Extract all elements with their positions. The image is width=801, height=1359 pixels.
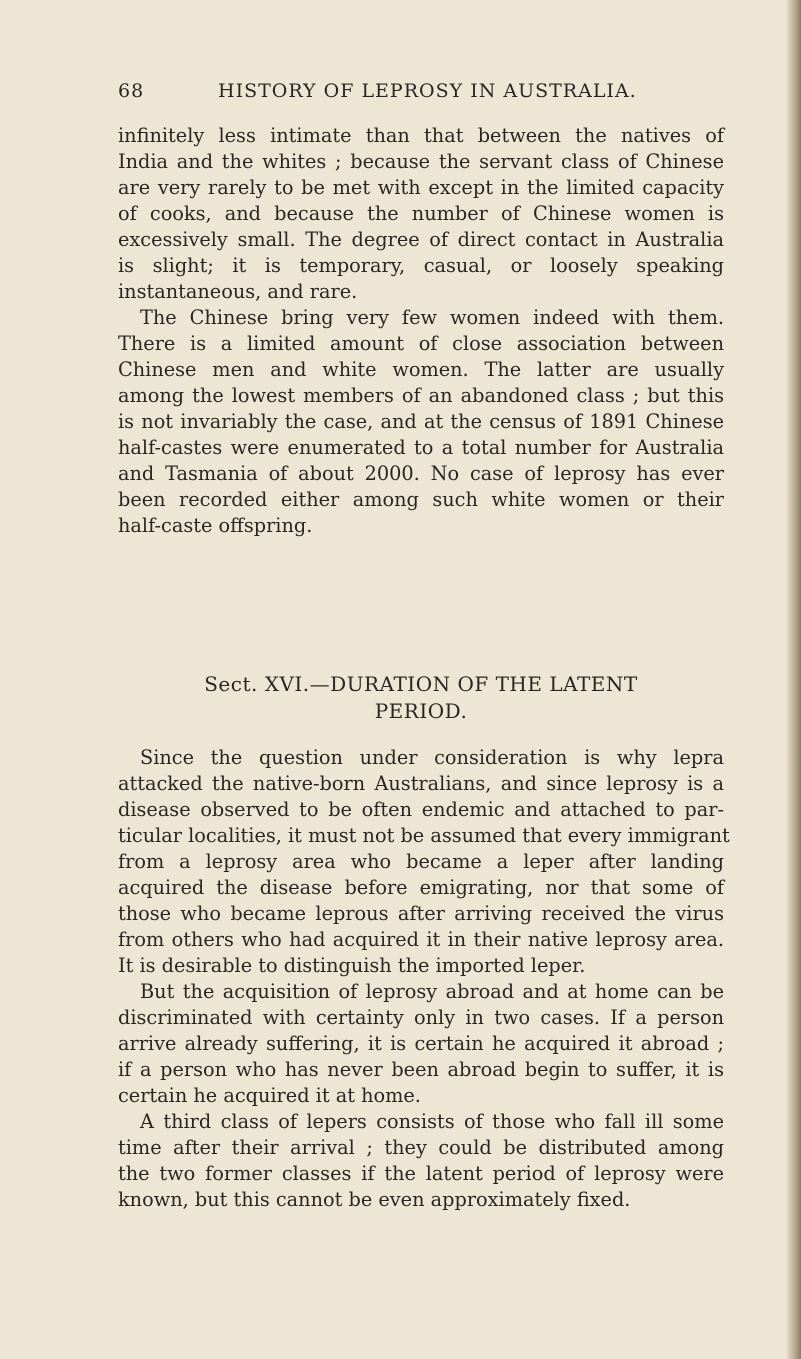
text-line: attacked the native-born Australians, and since leprosy is a: [118, 772, 724, 795]
text-line: ticular localities, it must not be assumed that every immigrant: [118, 824, 730, 847]
text-line: excessively small. The degree of direct contact in Australia: [118, 228, 724, 251]
text-line: time after their arrival ; they could be distributed among: [118, 1136, 724, 1159]
text-line: the two former classes if the latent period of leprosy were: [118, 1162, 724, 1185]
text-line: Chinese men and white women. The latter are usually: [118, 358, 724, 381]
text-line: is not invariably the case, and at the census of 1891 Chinese: [118, 410, 724, 433]
text-line: The Chinese bring very few women indeed with them.: [140, 306, 724, 329]
text-line: been recorded either among such white women or their: [118, 488, 724, 511]
text-line: discriminated with certainty only in two cases. If a person: [118, 1006, 724, 1029]
text-line: and Tasmania of about 2000. No case of leprosy has ever: [118, 462, 724, 485]
text-line: from a leprosy area who became a leper after landing: [118, 850, 724, 873]
text-line: A third class of lepers consists of those who fall ill some: [140, 1110, 724, 1133]
text-line: those who became leprous after arriving received the virus: [118, 902, 724, 925]
text-line: known, but this cannot be even approximately fixed.: [118, 1188, 631, 1211]
section-heading-line: PERIOD.: [374, 699, 468, 723]
text-line: certain he acquired it at home.: [118, 1084, 421, 1107]
text-line: disease observed to be often endemic and attached to par-: [118, 798, 724, 821]
text-line: But the acquisition of leprosy abroad and at home can be: [140, 980, 724, 1003]
text-line: if a person who has never been abroad begin to suffer, it is: [118, 1058, 724, 1081]
text-line: is slight; it is temporary, casual, or loosely speaking: [118, 254, 724, 277]
section-heading-line: Sect. XVI.—DURATION OF THE LATENT: [204, 672, 638, 696]
text-line: acquired the disease before emigrating, nor that some of: [118, 876, 724, 899]
text-line: are very rarely to be met with except in the limited capacity: [118, 176, 724, 199]
text-line: from others who had acquired it in their native leprosy area.: [118, 928, 724, 951]
page-edge-shadow: [787, 0, 801, 1359]
text-line: There is a limited amount of close association between: [118, 332, 724, 355]
text-line: infinitely less intimate than that between the natives of: [118, 124, 724, 147]
text-line: of cooks, and because the number of Chinese women is: [118, 202, 724, 225]
text-line: Since the question under consideration is why lepra: [140, 746, 724, 769]
body-text-top: [118, 123, 724, 539]
running-title: HISTORY OF LEPROSY IN AUSTRALIA.: [218, 80, 637, 102]
text-line: arrive already suffering, it is certain he acquired it abroad ;: [118, 1032, 724, 1055]
text-line: half-caste offspring.: [118, 514, 313, 537]
body-text-bottom: [118, 745, 730, 1213]
text-line: half-castes were enumerated to a total number for Australia: [118, 436, 724, 459]
page-number: 68: [118, 80, 145, 102]
text-line: It is desirable to distinguish the imported leper.: [118, 954, 586, 977]
text-line: India and the whites ; because the servant class of Chinese: [118, 150, 724, 173]
text-line: instantaneous, and rare.: [118, 280, 358, 303]
section-heading: [118, 671, 724, 725]
text-line: among the lowest members of an abandoned class ; but this: [118, 384, 724, 407]
